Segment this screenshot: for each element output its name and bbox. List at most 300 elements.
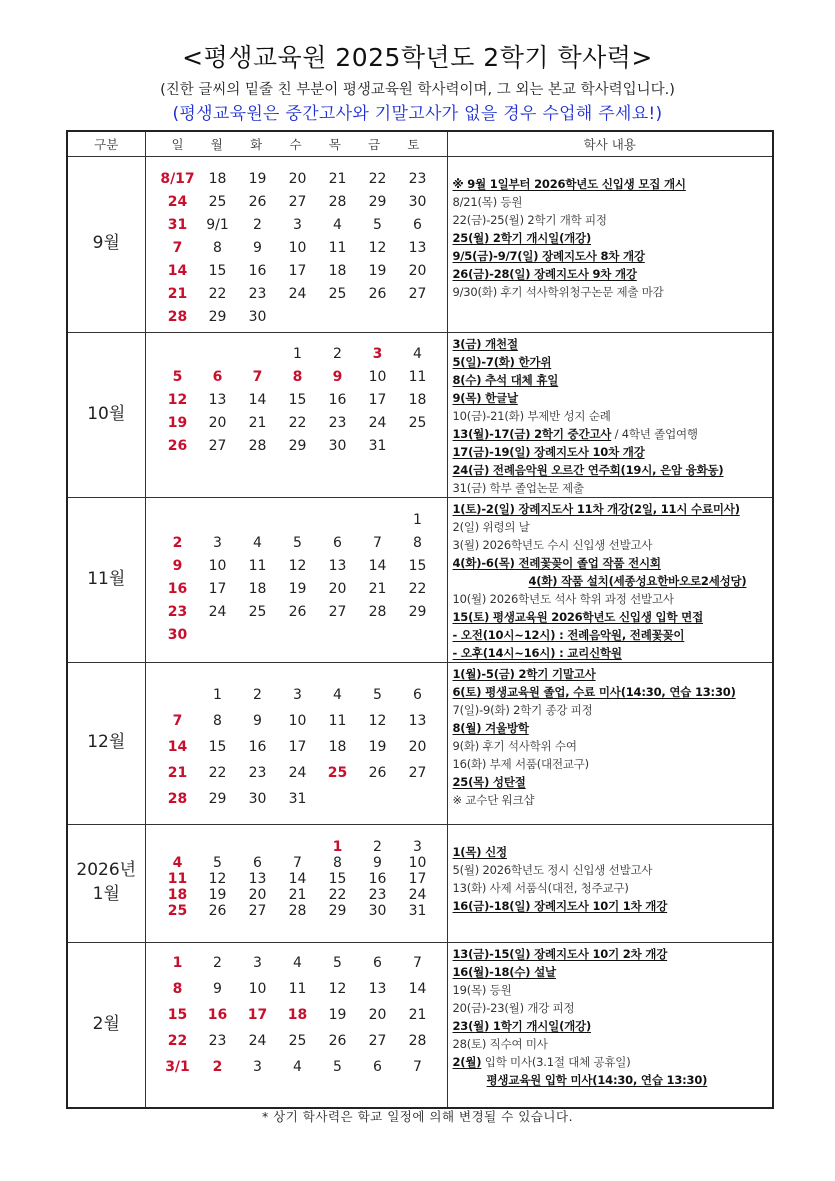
day-cell: 5 xyxy=(333,1058,342,1075)
day-cell: 20 xyxy=(208,414,227,431)
day-cell: 1 xyxy=(213,686,222,703)
day-cell: 31 xyxy=(167,216,188,233)
day-cell: 12 xyxy=(288,557,307,574)
month-row xyxy=(67,332,773,497)
day-cell: 7 xyxy=(413,1058,422,1075)
event-text-lifelong: ※ 9월 1일부터 2026학년도 신입생 모집 개시 xyxy=(452,176,686,191)
event-text: 22(금)-25(월) 2학기 개학 피정 xyxy=(452,212,607,227)
event-item xyxy=(453,425,773,443)
event-text-lifelong: 1(월)-5(금) 2학기 기말고사 xyxy=(452,666,596,681)
day-cell: 12 xyxy=(368,712,387,729)
event-text: 9(화) 후기 석사학위 수여 xyxy=(452,738,577,753)
weekday-mon: 월 xyxy=(210,136,223,152)
event-item xyxy=(453,1035,773,1053)
event-item xyxy=(453,963,773,981)
day-cell: 28 xyxy=(167,308,188,325)
day-cell: 3 xyxy=(213,534,222,551)
day-cell: 13 xyxy=(248,870,267,887)
day-cell: 7 xyxy=(172,712,183,729)
day-cell: 5 xyxy=(333,954,342,971)
day-cell: 21 xyxy=(408,1006,427,1023)
day-cell xyxy=(238,839,278,855)
event-item xyxy=(453,461,773,479)
day-cell: 30 xyxy=(248,308,267,325)
event-item xyxy=(453,701,773,719)
day-cell: 22 xyxy=(208,764,227,781)
day-cell: 16 xyxy=(248,738,267,755)
day-cell: 20 xyxy=(408,262,427,279)
day-cell: 18 xyxy=(208,170,227,187)
day-cell: 22 xyxy=(368,170,387,187)
day-cell: 11 xyxy=(288,980,307,997)
day-cell: 15 xyxy=(408,557,427,574)
weekday-sat: 토 xyxy=(407,136,420,152)
event-item xyxy=(453,1017,773,1035)
event-text-lifelong: 1(목) 신정 xyxy=(452,844,507,859)
day-cell: 22 xyxy=(288,414,307,431)
day-cell xyxy=(198,627,238,650)
day-grid xyxy=(146,943,447,1085)
day-cell: 4 xyxy=(293,954,302,971)
event-text: 19(목) 등원 xyxy=(452,982,512,997)
day-cell: 7 xyxy=(172,239,183,256)
event-text: 2(일) 위령의 날 xyxy=(452,519,530,534)
day-cell: 27 xyxy=(408,764,427,781)
day-cell: 1 xyxy=(172,954,183,971)
month-row xyxy=(67,942,773,1108)
day-cell xyxy=(358,309,398,332)
event-item xyxy=(453,518,773,536)
event-item xyxy=(453,500,773,518)
day-grid xyxy=(146,663,447,817)
day-cell: 19 xyxy=(208,886,227,903)
legend-note: (진한 글씨의 밑줄 친 부분이 평생교육원 학사력이며, 그 외는 본교 학사력입니다.) xyxy=(160,82,675,98)
event-text-lifelong: 16(월)-18(수) 설날 xyxy=(452,964,556,979)
day-cell: 25 xyxy=(167,902,188,919)
day-cell: 16 xyxy=(368,870,387,887)
event-text: 5(월) 2026학년도 정시 신입생 선발고사 xyxy=(452,862,653,877)
day-cell: 9 xyxy=(332,368,343,385)
day-cell: 23 xyxy=(248,285,267,302)
month-days xyxy=(145,332,447,497)
day-cell xyxy=(158,687,198,713)
day-cell: 12 xyxy=(208,870,227,887)
day-cell: 2 xyxy=(213,954,222,971)
month-events xyxy=(447,662,773,824)
weekday-thu: 목 xyxy=(328,136,341,152)
day-cell: 26 xyxy=(208,902,227,919)
month-days xyxy=(145,662,447,824)
day-cell: 28 xyxy=(248,437,267,454)
day-cell xyxy=(238,512,278,535)
day-grid xyxy=(146,825,447,919)
event-item xyxy=(453,335,773,353)
day-cell: 22 xyxy=(167,1032,188,1049)
day-grid xyxy=(146,333,447,461)
day-cell: 13 xyxy=(408,239,427,256)
day-cell: 26 xyxy=(368,285,387,302)
day-cell: 26 xyxy=(288,603,307,620)
event-text: 31(금) 학부 졸업논문 제출 xyxy=(452,480,584,495)
day-cell: 21 xyxy=(248,414,267,431)
day-cell: 23 xyxy=(208,1032,227,1049)
day-cell xyxy=(198,346,238,369)
event-text: 20(금)-23(월) 개강 피정 xyxy=(452,1000,575,1015)
day-cell: 25 xyxy=(408,414,427,431)
day-cell: 17 xyxy=(288,262,307,279)
month-label xyxy=(67,824,145,942)
day-cell: 14 xyxy=(408,980,427,997)
day-cell: 4 xyxy=(413,345,422,362)
day-cell: 24 xyxy=(288,285,307,302)
day-cell: 14 xyxy=(167,738,188,755)
day-cell: 25 xyxy=(288,1032,307,1049)
day-cell: 11 xyxy=(248,557,267,574)
day-cell: 30 xyxy=(167,626,188,643)
day-cell: 8 xyxy=(213,239,222,256)
day-grid xyxy=(146,498,447,650)
event-text-lifelong: 9/5(금)-9/7(일) 장례지도사 8차 개강 xyxy=(452,248,645,263)
day-cell: 1 xyxy=(413,511,422,528)
day-cell: 18 xyxy=(328,738,347,755)
event-text-lifelong: 13(금)-15(일) 장례지도사 10기 2차 개강 xyxy=(452,946,668,961)
event-item xyxy=(453,773,773,791)
event-text-lifelong: - 오후(14시~16시) : 교리신학원 xyxy=(452,645,622,660)
event-item xyxy=(453,229,773,247)
event-text-lifelong: 9(목) 한글날 xyxy=(452,390,518,405)
event-item xyxy=(453,608,773,626)
event-item xyxy=(453,265,773,283)
day-cell: 1 xyxy=(332,838,343,855)
day-cell: 26 xyxy=(248,193,267,210)
event-item xyxy=(453,1071,773,1089)
day-cell: 20 xyxy=(368,1006,387,1023)
day-cell: 24 xyxy=(408,886,427,903)
event-item xyxy=(453,247,773,265)
event-text-lifelong: 17(금)-19(일) 장례지도사 10차 개강 xyxy=(452,444,645,459)
event-item xyxy=(453,683,773,701)
header-events: 학사 내용 xyxy=(447,131,773,156)
day-cell: 28 xyxy=(167,790,188,807)
event-text-lifelong: 16(금)-18(일) 장례지도사 10기 1차 개강 xyxy=(452,898,668,913)
month-events xyxy=(447,942,773,1108)
day-cell: 8 xyxy=(413,534,422,551)
day-cell: 4 xyxy=(333,686,342,703)
day-cell: 21 xyxy=(288,886,307,903)
event-item xyxy=(453,999,773,1017)
day-cell: 14 xyxy=(248,391,267,408)
event-item xyxy=(453,572,773,590)
day-cell xyxy=(198,512,238,535)
academic-calendar-table xyxy=(66,130,774,1109)
day-cell: 10 xyxy=(248,980,267,997)
day-cell: 18 xyxy=(408,391,427,408)
event-item xyxy=(453,371,773,389)
day-cell: 19 xyxy=(288,580,307,597)
day-cell xyxy=(198,839,238,855)
month-label-line: 1월 xyxy=(92,884,120,904)
event-text: 8/21(목) 등원 xyxy=(452,194,523,209)
day-cell: 22 xyxy=(408,580,427,597)
month-label xyxy=(67,156,145,332)
event-text-lifelong: 8(월) 겨울방학 xyxy=(452,720,529,735)
month-label xyxy=(67,942,145,1108)
day-cell: 5 xyxy=(373,686,382,703)
weekday-fri: 금 xyxy=(368,136,381,152)
day-cell: 29 xyxy=(368,193,387,210)
day-cell: 26 xyxy=(167,437,188,454)
day-cell xyxy=(318,512,358,535)
day-cell: 11 xyxy=(328,712,347,729)
day-cell: 10 xyxy=(288,712,307,729)
day-cell: 29 xyxy=(328,902,347,919)
day-cell: 27 xyxy=(288,193,307,210)
day-cell: 3 xyxy=(253,1058,262,1075)
day-cell: 4 xyxy=(333,216,342,233)
day-cell: 9 xyxy=(213,980,222,997)
event-text-lifelong: 평생교육원 입학 미사(14:30, 연습 13:30) xyxy=(486,1072,708,1087)
month-events xyxy=(447,332,773,497)
day-cell: 24 xyxy=(208,603,227,620)
day-cell: 25 xyxy=(327,764,348,781)
event-item xyxy=(453,590,773,608)
day-cell: 28 xyxy=(328,193,347,210)
day-cell: 2 xyxy=(253,216,262,233)
event-item xyxy=(453,755,773,773)
day-cell: 19 xyxy=(248,170,267,187)
month-row xyxy=(67,497,773,662)
event-item xyxy=(453,554,773,572)
month-events xyxy=(447,824,773,942)
day-cell: 10 xyxy=(408,854,427,871)
day-cell: 8 xyxy=(333,854,342,871)
day-cell xyxy=(158,346,198,369)
day-cell: 16 xyxy=(167,580,188,597)
day-cell: 8 xyxy=(292,368,303,385)
exam-note: (평생교육원은 중간고사와 기말고사가 없을 경우 수업해 주세요!) xyxy=(172,104,663,124)
day-cell: 17 xyxy=(288,738,307,755)
day-cell: 3/1 xyxy=(165,1058,190,1075)
day-cell: 21 xyxy=(167,764,188,781)
day-cell xyxy=(398,309,438,332)
day-cell: 25 xyxy=(328,285,347,302)
day-cell: 11 xyxy=(328,239,347,256)
day-cell: 20 xyxy=(248,886,267,903)
day-cell: 30 xyxy=(368,902,387,919)
month-label-line: 2026년 xyxy=(76,860,137,881)
day-cell: 7 xyxy=(252,368,263,385)
day-cell xyxy=(238,627,278,650)
event-text: 3(월) 2026학년도 수시 신입생 선발고사 xyxy=(452,537,653,552)
event-text-lifelong: 6(토) 평생교육원 졸업, 수료 미사(14:30, 연습 13:30) xyxy=(452,684,736,699)
event-text: 16(화) 부제 서품(대전교구) xyxy=(452,756,589,771)
month-row xyxy=(67,824,773,942)
day-cell: 4 xyxy=(253,534,262,551)
day-cell: 12 xyxy=(167,391,188,408)
day-cell: 23 xyxy=(368,886,387,903)
day-cell xyxy=(358,791,398,817)
month-label-line: 9월 xyxy=(92,233,120,254)
day-cell: 14 xyxy=(167,262,188,279)
day-cell: 3 xyxy=(413,838,422,855)
event-text: 28(토) 직수여 미사 xyxy=(452,1036,548,1051)
event-text-lifelong: 25(목) 성탄절 xyxy=(452,774,526,789)
day-cell: 13 xyxy=(328,557,347,574)
month-events xyxy=(447,156,773,332)
day-cell: 1 xyxy=(293,345,302,362)
day-cell: 28 xyxy=(288,902,307,919)
header-weekdays xyxy=(145,131,447,156)
day-cell: 6 xyxy=(413,216,422,233)
day-cell: 17 xyxy=(368,391,387,408)
day-cell: 9 xyxy=(253,239,262,256)
day-cell: 20 xyxy=(408,738,427,755)
day-cell: 18 xyxy=(248,580,267,597)
event-item xyxy=(453,211,773,229)
day-cell: 12 xyxy=(328,980,347,997)
month-label xyxy=(67,332,145,497)
event-text-lifelong: 25(월) 2학기 개시일(개강) xyxy=(452,230,592,245)
day-cell: 26 xyxy=(368,764,387,781)
day-cell: 25 xyxy=(208,193,227,210)
day-cell xyxy=(158,839,198,855)
day-cell: 19 xyxy=(368,738,387,755)
day-cell: 9 xyxy=(373,854,382,871)
day-cell: 21 xyxy=(328,170,347,187)
day-cell: 31 xyxy=(288,790,307,807)
event-item xyxy=(453,175,773,193)
day-cell: 12 xyxy=(368,239,387,256)
day-cell: 9 xyxy=(172,557,183,574)
day-cell: 17 xyxy=(247,1006,268,1023)
day-cell: 15 xyxy=(208,262,227,279)
event-item xyxy=(453,353,773,371)
day-cell: 30 xyxy=(328,437,347,454)
day-cell xyxy=(358,627,398,650)
day-cell: 13 xyxy=(208,391,227,408)
day-cell: 23 xyxy=(408,170,427,187)
event-item xyxy=(453,283,773,301)
day-cell: 16 xyxy=(248,262,267,279)
day-cell: 3 xyxy=(293,686,302,703)
event-item xyxy=(453,389,773,407)
event-item xyxy=(453,981,773,999)
event-text: 10(금)-21(화) 부제반 성지 순례 xyxy=(452,408,611,423)
weekday-wed: 수 xyxy=(289,136,302,152)
day-cell: 29 xyxy=(208,308,227,325)
header-row xyxy=(67,131,773,156)
day-cell: 6 xyxy=(253,854,262,871)
day-cell: 28 xyxy=(368,603,387,620)
day-cell: 14 xyxy=(288,870,307,887)
day-cell: 13 xyxy=(408,712,427,729)
event-text: 13(화) 사제 서품식(대전, 청주교구) xyxy=(452,880,629,895)
day-cell xyxy=(398,438,438,461)
day-cell: 27 xyxy=(248,902,267,919)
day-cell: 29 xyxy=(208,790,227,807)
event-text-lifelong: 13(월)-17(금) 2학기 중간고사 xyxy=(452,426,612,441)
event-text-lifelong: 1(토)-2(일) 장례지도사 11차 개강(2일, 11시 수료미사) xyxy=(452,501,740,516)
day-cell: 22 xyxy=(328,886,347,903)
day-cell: 6 xyxy=(212,368,223,385)
event-item xyxy=(453,719,773,737)
event-text-lifelong: 26(금)-28(일) 장례지도사 9차 개강 xyxy=(452,266,637,281)
event-text-lifelong: 8(수) 추석 대체 휴일 xyxy=(452,372,559,387)
day-cell: 2 xyxy=(172,534,183,551)
day-cell: 5 xyxy=(213,854,222,871)
day-cell: 2 xyxy=(212,1058,223,1075)
month-row xyxy=(67,156,773,332)
day-cell: 17 xyxy=(408,870,427,887)
day-cell: 23 xyxy=(248,764,267,781)
day-cell: 6 xyxy=(333,534,342,551)
day-cell xyxy=(318,627,358,650)
day-cell: 27 xyxy=(408,285,427,302)
day-cell: 22 xyxy=(208,285,227,302)
day-cell: 18 xyxy=(328,262,347,279)
day-cell: 19 xyxy=(328,1006,347,1023)
day-cell xyxy=(398,627,438,650)
month-label-line: 12월 xyxy=(87,732,126,753)
footer-note: * 상기 학사력은 학교 일정에 의해 변경될 수 있습니다. xyxy=(261,1109,574,1124)
day-cell: 5 xyxy=(373,216,382,233)
day-cell: 3 xyxy=(293,216,302,233)
day-cell: 10 xyxy=(368,368,387,385)
event-item xyxy=(453,665,773,683)
day-cell: 11 xyxy=(167,870,188,887)
day-cell: 14 xyxy=(368,557,387,574)
event-item xyxy=(453,644,773,662)
day-cell xyxy=(318,309,358,332)
day-cell xyxy=(398,791,438,817)
month-row xyxy=(67,662,773,824)
month-days xyxy=(145,942,447,1108)
day-cell: 29 xyxy=(408,603,427,620)
day-cell xyxy=(238,346,278,369)
event-item xyxy=(453,737,773,755)
event-item xyxy=(453,407,773,425)
month-label xyxy=(67,497,145,662)
day-cell: 23 xyxy=(167,603,188,620)
day-cell: 16 xyxy=(207,1006,228,1023)
event-text-tail: 입학 미사(3.1절 대체 공휴일) xyxy=(481,1054,631,1069)
day-cell: 2 xyxy=(333,345,342,362)
day-cell xyxy=(158,512,198,535)
event-text-lifelong: 5(일)-7(화) 한가위 xyxy=(452,354,552,369)
day-cell: 10 xyxy=(208,557,227,574)
day-cell: 11 xyxy=(408,368,427,385)
day-cell: 17 xyxy=(208,580,227,597)
page-title: <평생교육원 2025학년도 2학기 학사력> xyxy=(182,43,653,72)
event-text: ※ 교수단 워크샵 xyxy=(452,792,535,807)
event-item xyxy=(453,897,773,915)
event-text-lifelong: - 오전(10시~12시) : 전례음악원, 전례꽃꽂이 xyxy=(452,627,685,642)
day-cell: 26 xyxy=(328,1032,347,1049)
day-cell: 7 xyxy=(293,854,302,871)
day-cell: 20 xyxy=(328,580,347,597)
event-item xyxy=(453,193,773,211)
day-cell: 4 xyxy=(293,1058,302,1075)
month-days xyxy=(145,824,447,942)
day-cell: 4 xyxy=(172,854,183,871)
day-cell xyxy=(278,839,318,855)
day-cell: 19 xyxy=(368,262,387,279)
day-cell: 8/17 xyxy=(160,170,195,187)
day-cell: 7 xyxy=(373,534,382,551)
day-cell: 13 xyxy=(368,980,387,997)
day-cell: 15 xyxy=(328,870,347,887)
event-item xyxy=(453,479,773,497)
